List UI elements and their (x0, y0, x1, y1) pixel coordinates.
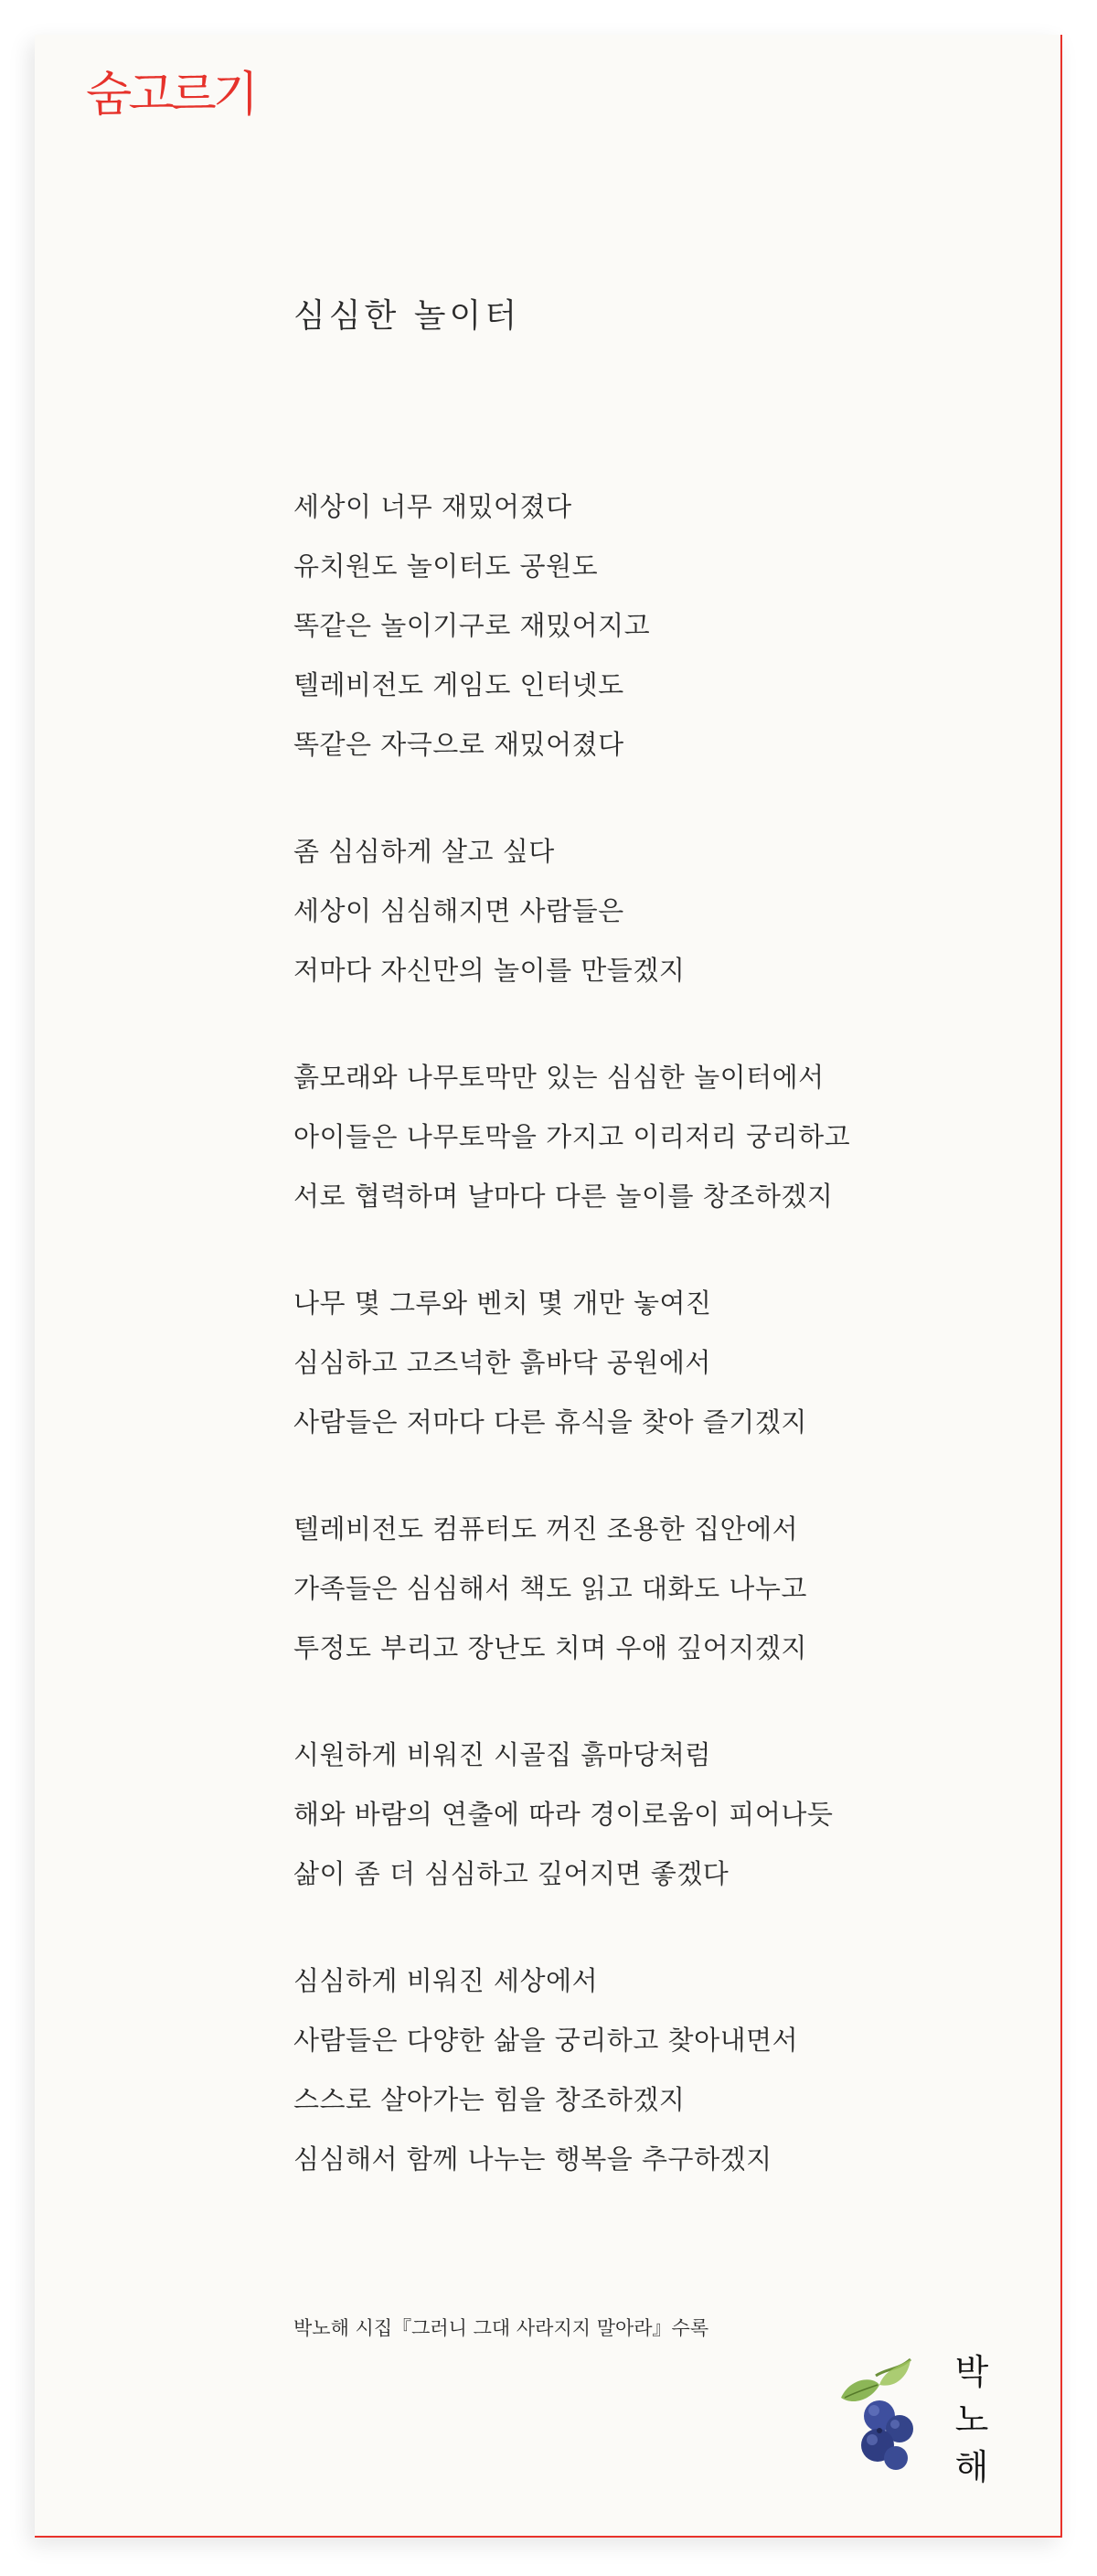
poem-line: 나무 몇 그루와 벤치 몇 개만 놓여진 (293, 1288, 712, 1319)
poem-line: 서로 협력하며 날마다 다른 놀이를 창조하겠지 (293, 1181, 834, 1212)
poem-line: 텔레비전도 컴퓨터도 꺼진 조용한 집안에서 (293, 1513, 799, 1545)
stanza (293, 1951, 1043, 2189)
poem-line: 좀 심심하게 살고 싶다 (293, 836, 555, 867)
poem-line: 사람들은 저마다 다른 휴식을 찾아 즐기겠지 (293, 1406, 807, 1438)
poem-line: 똑같은 자극으로 재밌어졌다 (293, 729, 624, 760)
poem-line: 스스로 살아가는 힘을 창조하겠지 (293, 2084, 686, 2115)
poem-line: 텔레비전도 게임도 인터넷도 (293, 669, 624, 700)
poem-line: 심심하고 고즈넉한 흙바닥 공원에서 (293, 1347, 711, 1378)
poem-content (293, 297, 1043, 2237)
stanza (293, 1500, 1043, 1678)
poem-title: 심심한 놀이터 (293, 297, 521, 335)
author-signature (944, 2348, 999, 2491)
brand-logo[interactable]: 숨고르기 (86, 68, 255, 123)
poem-line: 투정도 부리고 장난도 치며 우애 깊어지겠지 (293, 1632, 807, 1663)
poem-line: 시원하게 비워진 시골집 흙마당처럼 (293, 1739, 711, 1770)
poem-card (35, 35, 1062, 2538)
poem-line: 해와 바람의 연출에 따라 경이로움이 피어나듯 (293, 1799, 834, 1830)
source-note: 박노해 시집『그러니 그대 사라지지 말아라』수록 (293, 2317, 709, 2339)
poem-line: 삶이 좀 더 심심하고 깊어지면 좋겠다 (293, 1858, 730, 1889)
poem-line: 흙모래와 나무토막만 있는 심심한 놀이터에서 (293, 1062, 825, 1093)
poem-line: 세상이 심심해지면 사람들은 (293, 895, 624, 926)
signature-char: 박 (954, 2352, 989, 2392)
stanza (293, 822, 1043, 1000)
poem-line: 심심하게 비워진 세상에서 (293, 1965, 599, 1996)
stanza (293, 1726, 1043, 1904)
poem-body (293, 477, 1043, 2189)
poem-line: 사람들은 다양한 삶을 궁리하고 찾아내면서 (293, 2025, 799, 2056)
poem-line: 세상이 너무 재밌어졌다 (293, 491, 572, 522)
poem-line: 심심해서 함께 나누는 행복을 추구하겠지 (293, 2143, 772, 2175)
poem-line: 가족들은 심심해서 책도 읽고 대화도 나누고 (293, 1573, 807, 1604)
poem-line: 저마다 자신만의 놀이를 만들겠지 (293, 955, 686, 986)
stanza (293, 1274, 1043, 1452)
signature-char: 해 (954, 2447, 989, 2487)
signature-char: 노 (954, 2400, 989, 2440)
poem-line: 아이들은 나무토막을 가지고 이리저리 궁리하고 (293, 1121, 851, 1152)
stanza (293, 1048, 1043, 1226)
stanza (293, 477, 1043, 775)
poem-line: 유치원도 놀이터도 공원도 (293, 550, 599, 582)
poem-line: 똑같은 놀이기구로 재밌어지고 (293, 610, 651, 641)
